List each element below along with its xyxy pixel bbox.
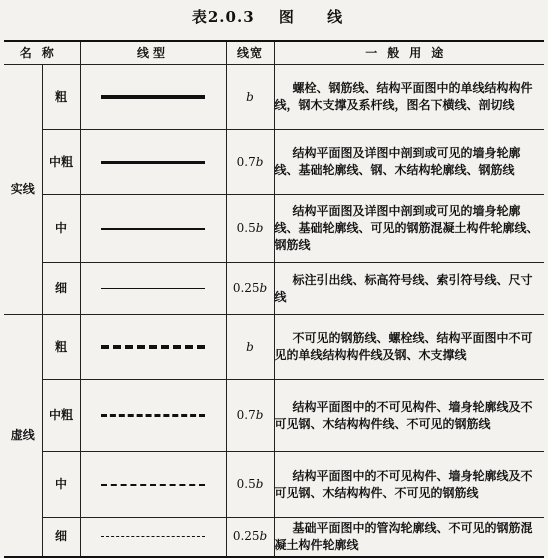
weight-label: 中粗	[42, 380, 80, 452]
table-row	[4, 130, 544, 195]
width-cell	[226, 65, 274, 130]
width-symbol: b	[255, 221, 264, 235]
weight-label: 粗	[42, 315, 80, 380]
width-symbol: b	[246, 339, 254, 354]
dashed-fine-line-sample	[101, 536, 205, 537]
weight-label: 中	[42, 195, 80, 263]
table-row	[4, 380, 544, 452]
weight-label: 细	[42, 518, 80, 557]
table-caption: 图 线	[278, 8, 357, 26]
width-cell: 0.5b	[226, 195, 274, 263]
header-width: 线宽	[226, 41, 274, 65]
weight-label: 粗	[42, 65, 80, 130]
header-name: 名称	[4, 41, 80, 65]
group-dashed-label: 虚线	[4, 315, 42, 557]
table-row	[4, 195, 544, 263]
width-cell: 0.7b	[226, 380, 274, 452]
line-sample-cell	[80, 130, 226, 195]
line-sample-cell	[80, 65, 226, 130]
weight-label: 细	[42, 263, 80, 315]
table-row	[4, 315, 544, 380]
width-cell: 0.25b	[226, 263, 274, 315]
width-cell: 0.25b	[226, 518, 274, 557]
width-symbol: b	[255, 408, 264, 422]
dashed-medium-coarse-line-sample	[101, 414, 205, 417]
width-symbol: b	[246, 89, 254, 104]
dashed-medium-line-sample	[101, 484, 205, 486]
line-sample-cell	[80, 380, 226, 452]
width-cell: 0.7b	[226, 130, 274, 195]
table-number: 表2.0.3	[191, 8, 255, 26]
usage-text: 不可见的钢筋线、螺栓线、结构平面图中不可见的单线结构构件线及钢、木支撑线	[274, 315, 544, 380]
solid-medium-coarse-line-sample	[101, 161, 205, 164]
solid-fine-line-sample	[101, 288, 205, 289]
usage-text: 结构平面图中的不可见构件、墙身轮廓线及不可见钢、木结构构件、不可见的钢筋线	[274, 452, 544, 518]
table-row	[4, 452, 544, 518]
usage-text: 标注引出线、标高符号线、索引符号线、尺寸线	[274, 263, 544, 315]
header-linetype: 线型	[80, 41, 226, 65]
width-cell: 0.5b	[226, 452, 274, 518]
usage-text: 基础平面图中的管沟轮廓线、不可见的钢筋混凝土构件轮廓线	[274, 518, 544, 557]
usage-text: 结构平面图中的不可见构件、墙身轮廓线及不可见钢、木结构构件线、不可见的钢筋线	[274, 380, 544, 452]
line-sample-cell	[80, 518, 226, 557]
table-title	[0, 6, 548, 32]
line-sample-cell	[80, 263, 226, 315]
width-symbol: b	[259, 529, 268, 544]
solid-coarse-line-sample	[101, 95, 205, 99]
table-row	[4, 518, 544, 557]
weight-label: 中粗	[42, 130, 80, 195]
line-sample-cell	[80, 195, 226, 263]
table-row	[4, 263, 544, 315]
width-symbol: b	[259, 281, 268, 295]
weight-label: 中	[42, 452, 80, 518]
group-solid-label: 实线	[4, 65, 42, 315]
usage-text: 结构平面图及详图中剖到或可见的墙身轮廓线、基础轮廓线、钢、木结构轮廓线、钢筋线	[274, 130, 544, 195]
table-row	[4, 65, 544, 130]
width-symbol: b	[255, 477, 264, 491]
width-cell	[226, 315, 274, 380]
usage-text: 结构平面图及详图中剖到或可见的墙身轮廓线、基础轮廓线、可见的钢筋混凝土构件轮廓线、钢筋线	[274, 195, 544, 263]
usage-text: 螺栓、钢筋线、结构平面图中的单线结构构件线，钢木支撑及系杆线，图名下横线、剖切线	[274, 65, 544, 130]
line-type-table	[4, 40, 544, 558]
dashed-coarse-line-sample	[101, 345, 205, 349]
header-usage: 一般用途	[274, 41, 544, 65]
line-sample-cell	[80, 315, 226, 380]
solid-medium-line-sample	[101, 228, 205, 230]
width-symbol: b	[255, 154, 264, 169]
header-row	[4, 41, 544, 65]
line-sample-cell	[80, 452, 226, 518]
